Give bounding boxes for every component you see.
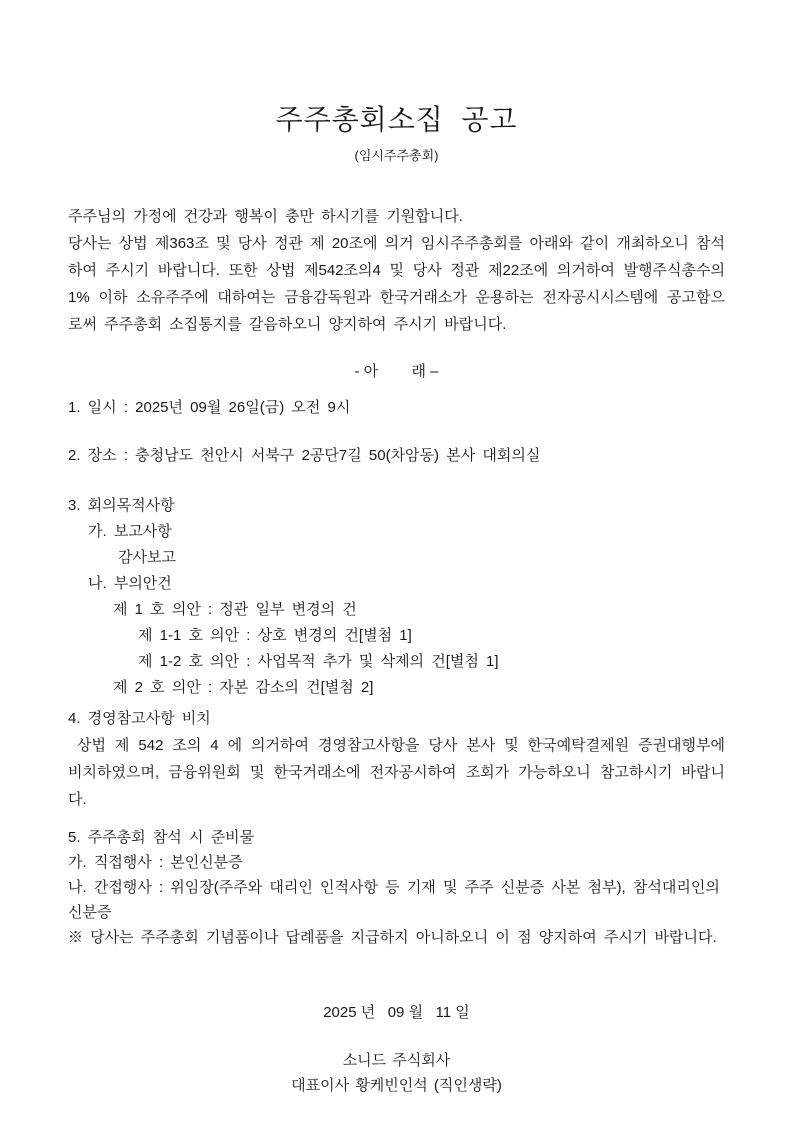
- agenda-proposal-1: 제 1 호 의안 : 정관 일부 변경의 건: [113, 601, 357, 618]
- agenda-heading: 3. 회의목적사항: [68, 497, 175, 514]
- ceo-signature-line: 대표이사 황케빈인석 (직인생략): [291, 1077, 502, 1094]
- section-preparation: [68, 825, 725, 950]
- reference-heading: 4. 경영참고사항 비치: [68, 710, 211, 727]
- preparation-notice: ※ 당사는 주주총회 기념품이나 답례품을 지급하지 아니하오니 이 점 양지하여 주시기 바랍니다.: [68, 929, 717, 946]
- intro-body-paragraph: 당사는 상법 제363조 및 당사 정관 제 20조에 의거 임시주주총회를 아래와 같이 개최하오니 참석하여 주시기 바랍니다. 또한 상법 제542조의4 및 당사 정관 제22조에 의거하여 발행주식총수의 1% 이하 소유주주에 대하여는 금융감독원과 한국거래소가 운용하는 전자공시시스템에 공고함으로써 주주총회 소집통지를 갈음하오니 양지하여 주시기 바랍니다.: [68, 235, 725, 333]
- document-title: 주주총회소집 공고: [275, 104, 518, 135]
- preparation-proxy: 나. 간접행사 : 위임장(주주와 대리인 인적사항 등 기재 및 주주 신분증 사본 첨부), 참석대리인의 신분증: [68, 879, 720, 921]
- agenda-proposal-heading: 나. 부의안건: [88, 575, 172, 592]
- agenda-report-heading: 가. 보고사항: [88, 523, 172, 540]
- section-reference: [68, 706, 725, 813]
- agenda-report-item: 감사보고: [118, 549, 176, 566]
- agenda-proposal-1-1: 제 1-1 호 의안 : 상호 변경의 건[별첨 1]: [138, 627, 412, 644]
- greeting-line: 주주님의 가정에 건강과 행복이 충만 하시기를 기원합니다.: [68, 208, 463, 225]
- preparation-heading: 5. 주주총회 참석 시 준비물: [68, 829, 255, 846]
- intro-paragraphs: [68, 203, 725, 338]
- agenda-proposal-1-2: 제 1-2 호 의안 : 사업목적 추가 및 삭제의 건[별첨 1]: [138, 653, 499, 670]
- section-datetime: 1. 일시 : 2025년 09월 26일(금) 오전 9시: [68, 399, 351, 416]
- document-subtitle: (임시주주총회): [354, 148, 439, 163]
- below-divider-label: - 아 래 –: [354, 363, 439, 380]
- reference-body: 상법 제 542 조의 4 에 의거하여 경영참고사항을 당사 본사 및 한국예탁결제원 증권대행부에 비치하였으며, 금융위원회 및 한국거래소에 전자공시하여 조회가 가능하오니 참고하시기 바랍니다.: [68, 737, 725, 808]
- agenda-proposal-2: 제 2 호 의안 : 자본 감소의 건[별첨 2]: [113, 679, 374, 696]
- preparation-direct: 가. 직접행사 : 본인신분증: [68, 854, 243, 871]
- company-name: 소니드 주식회사: [342, 1052, 451, 1069]
- section-agenda: [68, 493, 725, 701]
- announcement-date: 2025 년 09 월 11 일: [323, 1004, 470, 1021]
- section-venue: 2. 장소 : 충청남도 천안시 서북구 2공단7길 50(차암동) 본사 대회의실: [68, 447, 541, 464]
